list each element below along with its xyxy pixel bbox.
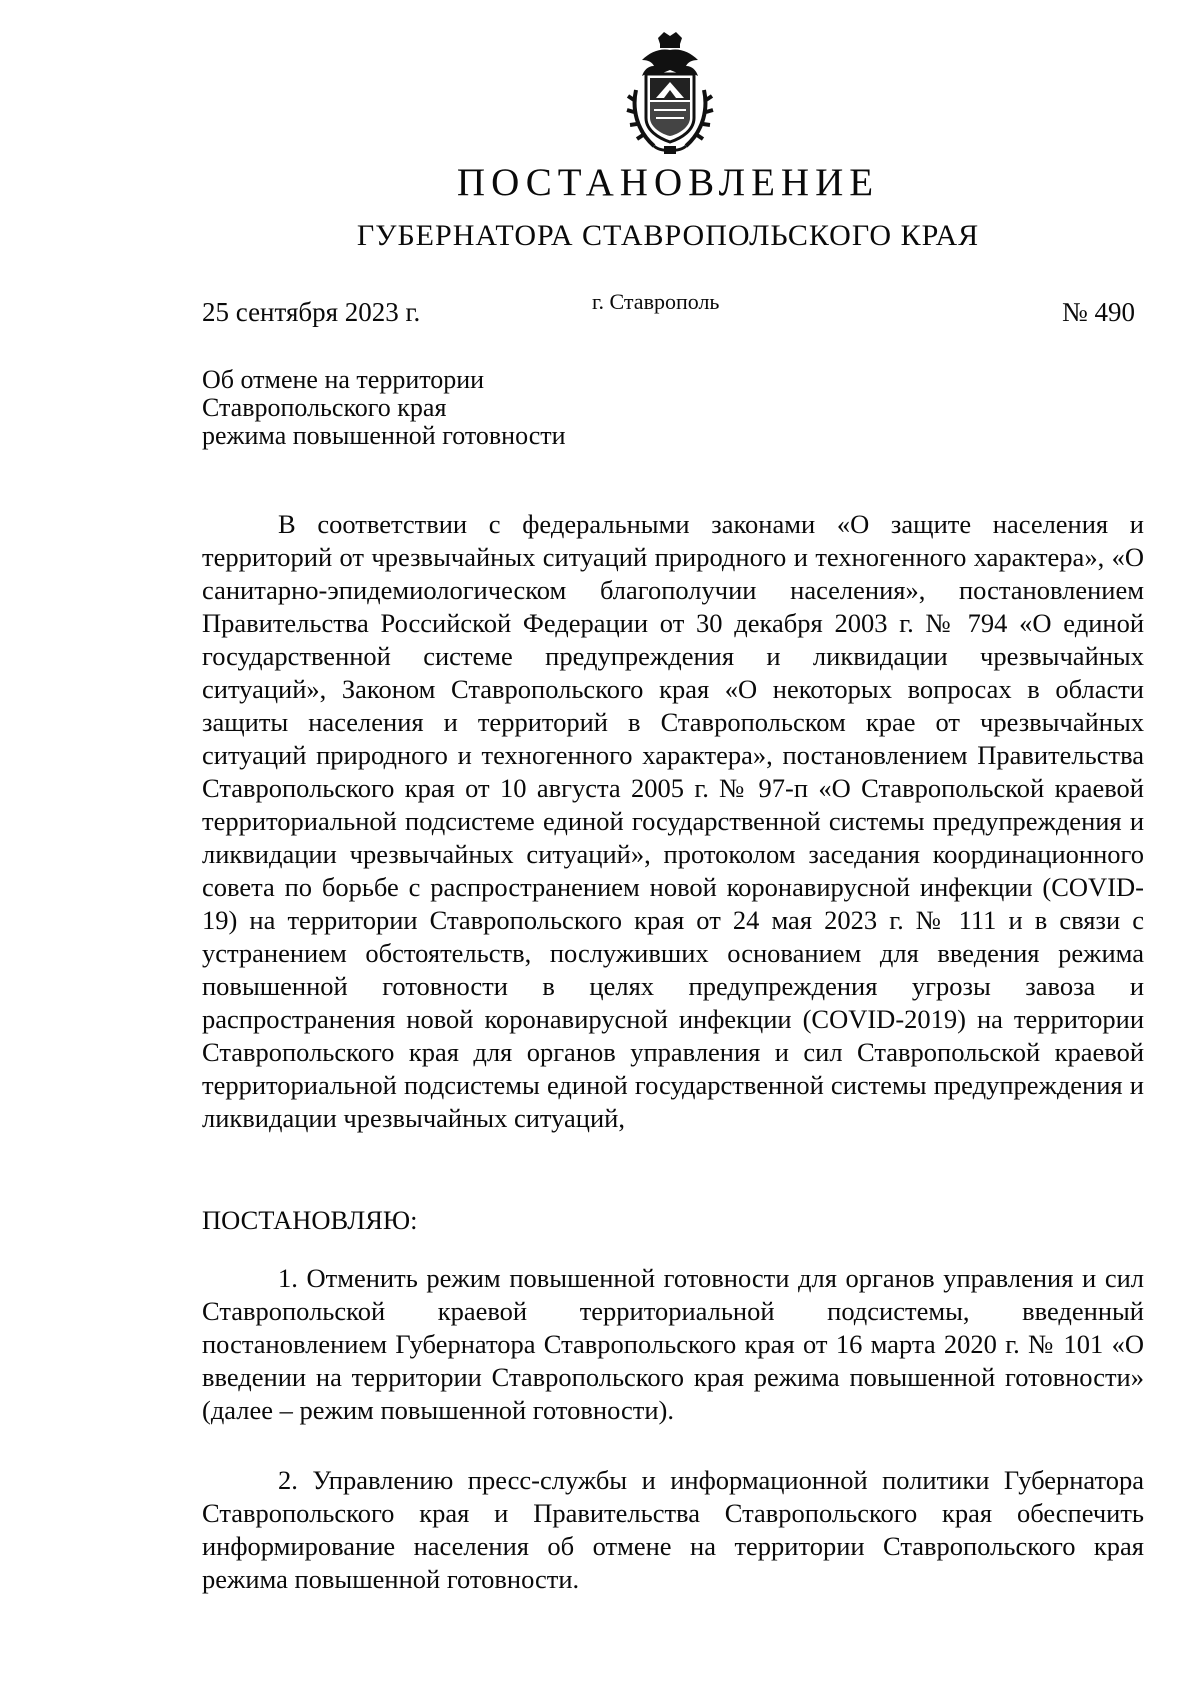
preamble-paragraph: [202, 508, 1144, 1135]
subject-line: Об отмене на территории: [202, 365, 485, 394]
document-subject: [202, 366, 566, 450]
document-title: ПОСТАНОВЛЕНИЕ: [456, 161, 880, 204]
document-city: г. Ставрополь: [592, 289, 720, 314]
coat-of-arms-icon: [620, 30, 720, 158]
item-2-paragraph: [202, 1464, 1144, 1596]
document-number: № 490: [1062, 297, 1136, 327]
subject-line: Ставропольского края: [202, 393, 447, 422]
document-date: 25 сентября 2023 г.: [202, 297, 421, 327]
item-1-text: 1. Отменить режим повышенной готовности для органов управления и сил Ставропольской краевой территориальной подсистемы, введенный постановлением Губернатора Ставропольского края от 16 марта 2020 г. № 101 «О введении на территории Ставропольского края режима повышенной готовности» (далее – режим повышенной готовности).: [202, 1263, 1144, 1425]
preamble-text: В соответствии с федеральными законами «О защите населения и территорий от чрезвычайных ситуаций природного и техногенного характера», «О санитарно-эпидемиологическом благополучии населения», постановлением Правительства Российской Федерации от 30 декабря 2003 г. № 794 «О единой государственной системе предупреждения и ликвидации чрезвычайных ситуаций», Законом Ставропольского края «О некоторых вопросах в области защиты населения и территорий в Ставропольском крае от чрезвычайных ситуаций природного и техногенного характера», постановлением Правительства Ставропольского края от 10 августа 2005 г. № 97-п «О Ставропольской краевой территориальной подсистеме единой государственной системы предупреждения и ликвидации чрезвычайных ситуаций», протоколом заседания координационного совета по борьбе с распространением новой коронавирусной инфекции (COVID-19) на территории Ставропольского края от 24 мая 2023 г. № 111 и в связи с устранением обстоятельств, послуживших основанием для введения режима повышенной готовности в целях предупреждения угрозы завоза и распространения новой коронавирусной инфекции (COVID-2019) на территории Ставропольского края для органов управления и сил Ставропольской краевой территориальной подсистемы единой государственной системы предупреждения и ликвидации чрезвычайных ситуаций,: [202, 509, 1144, 1133]
document-subtitle: ГУБЕРНАТОРА СТАВРОПОЛЬСКОГО КРАЯ: [356, 219, 980, 252]
decree-word: ПОСТАНОВЛЯЮ:: [202, 1205, 418, 1235]
item-2-text: 2. Управлению пресс-службы и информационной политики Губернатора Ставропольского края и Правительства Ставропольского края обеспечить информирование населения об отмене на территории Ставропольского края режима повышенной готовности.: [202, 1465, 1144, 1594]
item-1-paragraph: [202, 1262, 1144, 1427]
subject-line: режима повышенной готовности: [202, 421, 566, 450]
